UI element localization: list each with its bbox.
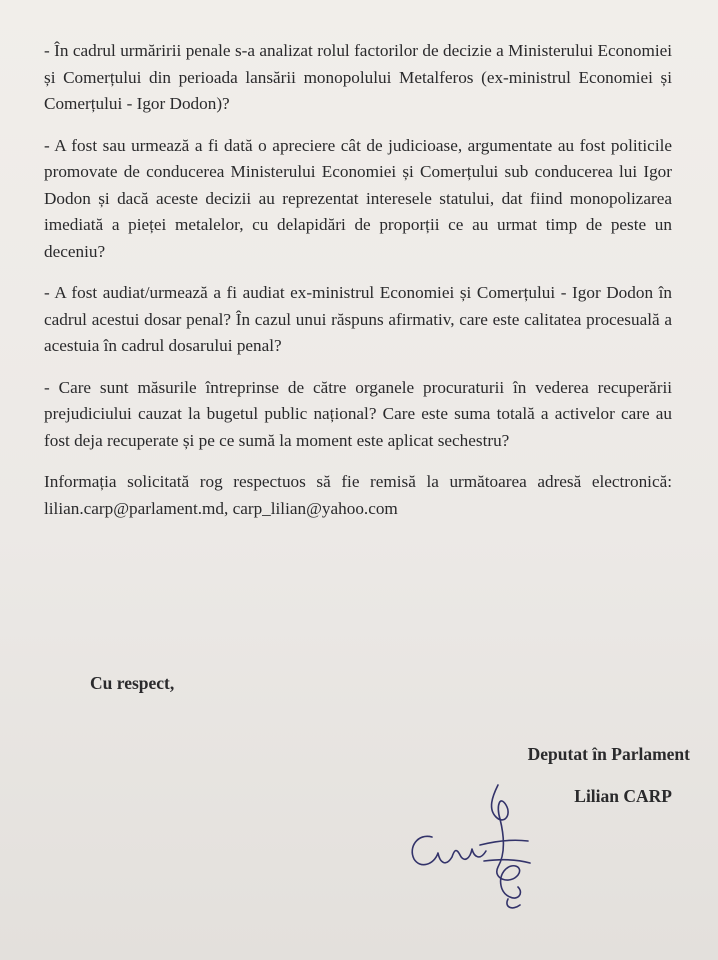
paragraph-contact-request: Informația solicitată rog respectuos să fie remisă la următoarea adresă electronică: lilian.carp@parlament.md, carp_lilian@yahoo.com — [44, 472, 672, 518]
paragraph-question-3: - A fost audiat/urmează a fi audiat ex-ministrul Economiei și Comerțului - Igor Dodon în cadrul acestui dosar penal? În cazul unui răspuns afirmativ, care este calitatea procesuală a acestuia în cadrul dosarului penal? — [44, 283, 672, 355]
closing-salutation: Cu respect, — [90, 673, 175, 693]
handwritten-signature — [400, 775, 550, 915]
letter-body — [44, 38, 672, 537]
signatory-name: Lilian CARP — [574, 786, 672, 806]
paragraph-question-1: - În cadrul urmăririi penale s-a analizat rolul factorilor de decizie a Ministerului Economiei și Comerțului din perioada lansării monopolului Metalferos (ex-ministrul Economiei și Comerțului - Igor Dodon)? — [44, 41, 672, 113]
paragraph-question-2: - A fost sau urmează a fi dată o apreciere cât de judicioase, argumentate au fost politicile promovate de conducerea Ministerului Economiei și Comerțului sub conducerea lui Igor Dodon și dacă aceste decizii au reprezentat interesele statului, dat fiind monopolizarea imediată a pieței metalelor, cu delapidări de proporții ce au urmat timp de peste un deceniu? — [44, 135, 672, 261]
signatory-title: Deputat în Parlament — [527, 744, 690, 764]
paragraph-question-4: - Care sunt măsurile întreprinse de către organele procuraturii în vederea recuperării prejudiciului cauzat la bugetul public național? Care este suma totală a activelor care au fost deja recuperate și pe ce sumă la moment este aplicat sechestru? — [44, 377, 672, 450]
